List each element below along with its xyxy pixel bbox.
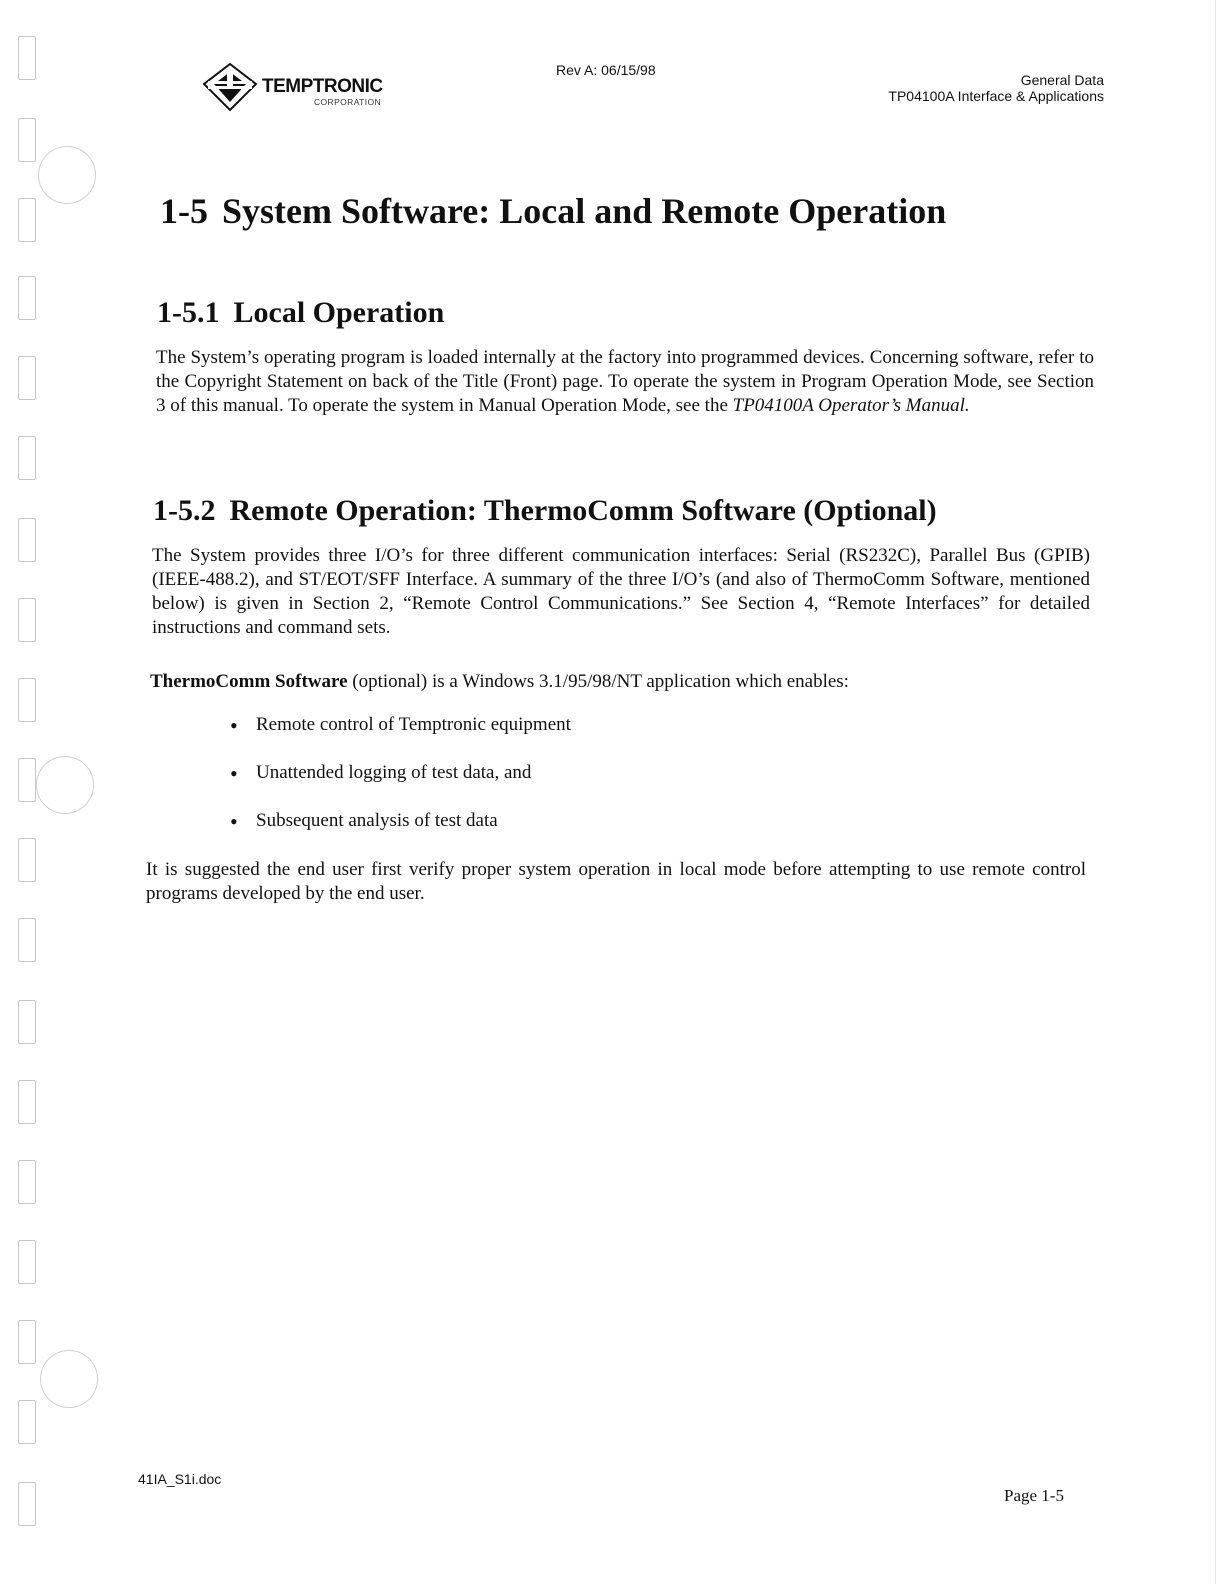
thermocomm-name: ThermoComm Software bbox=[150, 671, 348, 692]
list-item: • Subsequent analysis of test data bbox=[230, 810, 571, 858]
binder-hole bbox=[18, 838, 36, 882]
title-text: System Software: Local and Remote Operation bbox=[222, 191, 947, 231]
binder-hole bbox=[18, 1160, 36, 1204]
local-operation-paragraph bbox=[156, 346, 1094, 418]
heading-number: 1-5.1 bbox=[157, 296, 220, 329]
paragraph-text: The System’s operating program is loaded internally at the factory into programmed devices. Concerning software, refer to the Copyright Statement on back of the Title (Front) page. To operate the system in Program Operation Mode, see Section 3 of this manual. To operate the system in Manual Operation Mode, see the bbox=[156, 347, 1094, 416]
binder-hole bbox=[18, 356, 36, 400]
page-title bbox=[160, 190, 946, 232]
list-item: • Remote control of Temptronic equipment bbox=[230, 714, 571, 762]
binder-hole bbox=[18, 598, 36, 642]
footer-filename: 41IA_S1i.doc bbox=[138, 1471, 222, 1487]
binder-hole bbox=[18, 276, 36, 320]
binder-hole bbox=[18, 918, 36, 962]
logo-name: TEMPTRONIC bbox=[262, 76, 383, 97]
binder-holes bbox=[18, 0, 88, 1584]
feature-list bbox=[230, 714, 571, 858]
heading-number: 1-5.2 bbox=[153, 494, 216, 527]
header-right bbox=[888, 72, 1104, 104]
binder-hole bbox=[18, 1482, 36, 1526]
manual-reference: TP04100A Operator’s Manual. bbox=[732, 395, 970, 416]
suggestion-paragraph: It is suggested the end user first verify proper system operation in local mode before attempting to use remote control programs developed by the end user. bbox=[146, 859, 1086, 904]
title-number: 1-5 bbox=[160, 191, 208, 231]
binder-ring bbox=[38, 146, 96, 204]
binder-hole bbox=[18, 758, 36, 802]
temptronic-logo-icon bbox=[200, 62, 260, 112]
binder-hole bbox=[18, 1000, 36, 1044]
heading-text: Remote Operation: ThermoComm Software (Optional) bbox=[229, 494, 937, 527]
binder-hole bbox=[18, 1400, 36, 1444]
heading-text: Local Operation bbox=[233, 296, 445, 329]
heading-local-operation bbox=[157, 296, 444, 330]
binder-hole bbox=[18, 198, 36, 242]
binder-hole bbox=[18, 678, 36, 722]
binder-hole bbox=[18, 1320, 36, 1364]
binder-hole bbox=[18, 518, 36, 562]
binder-ring bbox=[36, 756, 94, 814]
thermocomm-paragraph bbox=[150, 670, 1090, 694]
heading-remote-operation bbox=[153, 494, 937, 528]
section-label: General Data bbox=[1020, 72, 1104, 88]
footer-page-number: Page 1-5 bbox=[1004, 1486, 1064, 1505]
binder-hole bbox=[18, 118, 36, 162]
page-edge bbox=[1215, 0, 1216, 1584]
binder-hole bbox=[18, 1080, 36, 1124]
binder-hole bbox=[18, 436, 36, 480]
binder-hole bbox=[18, 1240, 36, 1284]
list-item: • Unattended logging of test data, and bbox=[230, 762, 571, 810]
thermocomm-description: (optional) is a Windows 3.1/95/98/NT application which enables: bbox=[347, 671, 849, 692]
revision-date: Rev A: 06/15/98 bbox=[556, 62, 656, 78]
binder-hole bbox=[18, 36, 36, 80]
manual-label: TP04100A Interface & Applications bbox=[888, 88, 1104, 104]
company-logo bbox=[200, 62, 400, 112]
logo-subtitle: CORPORATION bbox=[314, 97, 382, 107]
remote-operation-paragraph: The System provides three I/O’s for three different communication interfaces: Serial (RS232C), Parallel Bus (GPIB) (IEEE-488.2), and ST/EOT/SFF Interface. A summary of the three I/O’s (and also of ThermoComm Software, mentioned below) is given in Section 2, “Remote Control Communications.” See Section 4, “Remote Interfaces” for detailed instructions and command sets. bbox=[152, 545, 1090, 638]
binder-ring bbox=[40, 1350, 98, 1408]
